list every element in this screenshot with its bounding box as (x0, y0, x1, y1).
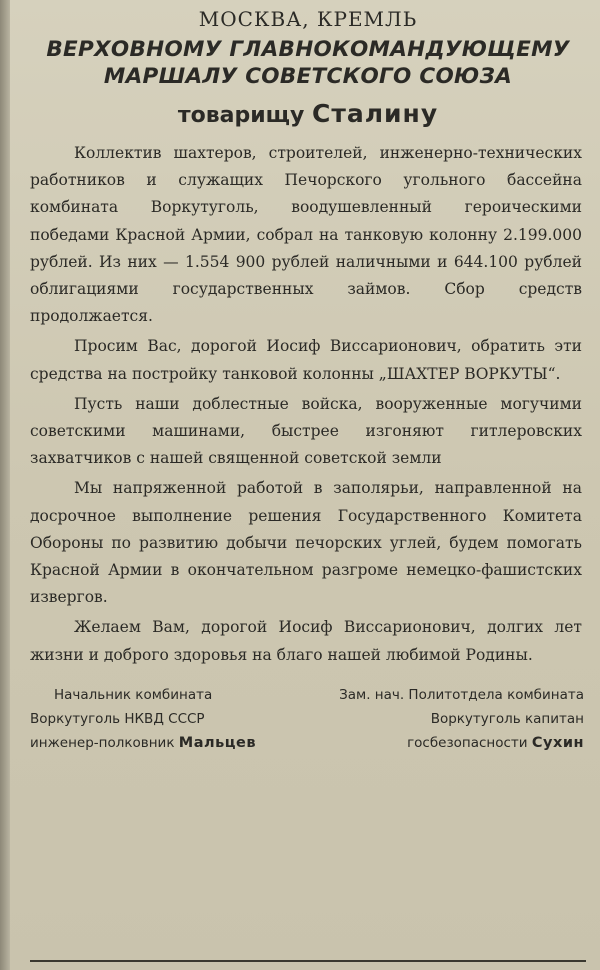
signature-block (30, 683, 586, 763)
signature-right-line-3 (288, 731, 584, 755)
addressee-line-2: МАРШАЛУ СОВЕТСКОГО СОЮЗА (103, 64, 513, 89)
signature-left (30, 683, 298, 755)
paragraph-5: Желаем Вам, дорогой Иосиф Виссарионович, долгих лет жизни и доброго здоровья на благо нашей любимой Родины. (30, 618, 582, 664)
signature-right-line-2: Воркутуголь капитан (430, 710, 584, 727)
page-edge-shadow (0, 0, 10, 970)
paragraph-2: Просим Вас, дорогой Иосиф Виссарионович, обратить эти средства на постройку танковой колонны „ШАХТЕР ВОРКУТЫ“. (30, 337, 582, 383)
paragraph-3: Пусть наши доблестные войска, вооруженные могучими советскими машинами, быстрее изгоняют гитлеровских захватчиков с нашей священной советской земли (30, 394, 582, 468)
signature-right-line-1: Зам. нач. Политотдела комбината (339, 686, 584, 703)
letter-body (30, 140, 586, 669)
signature-right-name: Сухин (531, 734, 584, 751)
salutation (30, 94, 586, 136)
signature-left-name: Мальцев (178, 734, 257, 751)
signature-left-line-3 (30, 731, 298, 755)
signature-left-line-1: Начальник комбината (54, 686, 213, 703)
paragraph-4: Мы напряженной работой в заполярьи, направленной на досрочное выполнение решения Государственного Комитета Обороны по развитию добычи печорских углей, будем помогать Красной Армии в окончательном разгроме немецко-фашистских извергов. (30, 479, 582, 607)
signature-left-rank: инженер-полковник (30, 734, 175, 751)
paragraph-1: Коллектив шахтеров, строителей, инженерно-технических работников и служащих Печорского угольного бассейна комбината Воркутуголь, воодушевленный героическими победами Красной Армии, собрал на танковую колонну 2.199.000 рублей. Из них — 1.554 900 рублей наличными и 644.100 рублей облигациями государственных займов. Сбор средств продолжается. (30, 144, 582, 326)
signature-right-rank: госбезопасности (407, 734, 528, 751)
salutation-name: Сталину (312, 99, 439, 128)
bottom-rule (30, 960, 586, 962)
signature-right (288, 683, 584, 755)
salutation-word: товарищу (177, 103, 305, 128)
signature-left-line-2: Воркутуголь НКВД СССР (30, 710, 205, 727)
addressee-line-1: ВЕРХОВНОМУ ГЛАВНОКОМАНДУЮЩЕМУ (46, 37, 570, 62)
dateline: МОСКВА, КРЕМЛЬ (198, 7, 418, 31)
